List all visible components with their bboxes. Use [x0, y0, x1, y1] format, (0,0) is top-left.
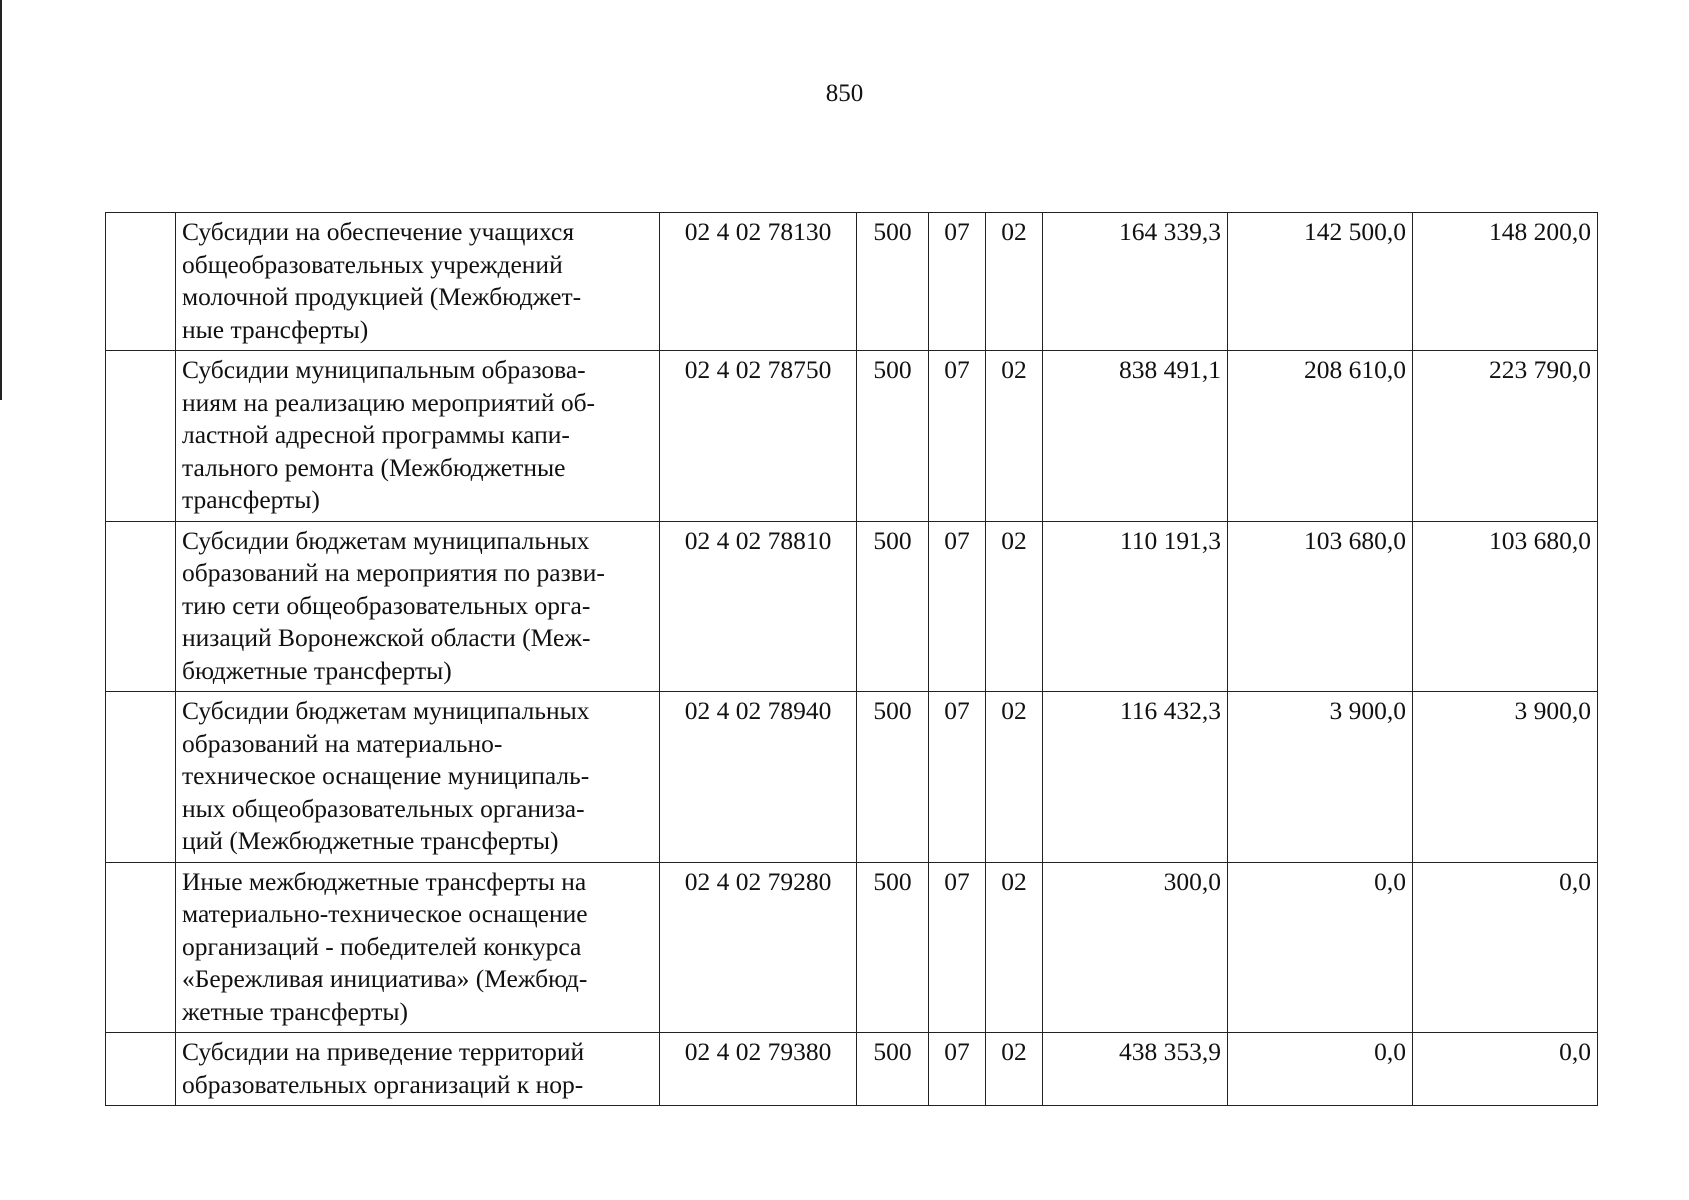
table-row	[106, 213, 1598, 351]
row-code-cell: 02 4 02 78750	[660, 351, 857, 522]
row-name: Субсидии бюджетам муниципальных образований на материально- техническое оснащение муниципаль- ных общеобразовательных организа- ций (Межбюджетные трансферты)	[182, 696, 590, 855]
row-vr-cell: 500	[857, 1033, 929, 1106]
row-name: Субсидии на обеспечение учащихся общеобразовательных учреждений молочной продукцией (Межбюджет- ные трансферты)	[182, 217, 582, 344]
row-vr-cell: 500	[857, 351, 929, 522]
row-sum2-cell: 103 680,0	[1228, 521, 1413, 692]
row-index-cell	[106, 862, 176, 1033]
row-code-cell: 02 4 02 78130	[660, 213, 857, 351]
table-row	[106, 521, 1598, 692]
row-vr-cell: 500	[857, 213, 929, 351]
row-sum2-cell: 0,0	[1228, 1033, 1413, 1106]
row-vr-cell: 500	[857, 862, 929, 1033]
row-sum1-cell: 116 432,3	[1043, 692, 1228, 863]
row-name-cell	[176, 1033, 660, 1106]
row-sum1-cell: 838 491,1	[1043, 351, 1228, 522]
row-pr-cell: 02	[986, 213, 1043, 351]
row-name-cell	[176, 862, 660, 1033]
row-sum3-cell: 103 680,0	[1413, 521, 1598, 692]
row-sum3-cell: 148 200,0	[1413, 213, 1598, 351]
row-code-cell: 02 4 02 79380	[660, 1033, 857, 1106]
row-pr-cell: 02	[986, 521, 1043, 692]
budget-table	[105, 212, 1598, 1106]
row-sum2-cell: 3 900,0	[1228, 692, 1413, 863]
row-vr-cell: 500	[857, 692, 929, 863]
row-name: Субсидии муниципальным образова- ниям на реализацию мероприятий об- ластной адресной программы капи- тального ремонта (Межбюджетные трансферты)	[182, 355, 596, 514]
row-sum2-cell: 208 610,0	[1228, 351, 1413, 522]
row-name: Субсидии на приведение территорий образовательных организаций к нор-	[182, 1037, 585, 1099]
row-sum2-cell: 0,0	[1228, 862, 1413, 1033]
row-vr-cell: 500	[857, 521, 929, 692]
row-pr-cell: 02	[986, 1033, 1043, 1106]
row-name-cell	[176, 351, 660, 522]
row-sum3-cell: 0,0	[1413, 862, 1598, 1033]
table-row	[106, 1033, 1598, 1106]
row-name: Иные межбюджетные трансферты на материально-техническое оснащение организаций - победителей конкурса «Бережливая инициатива» (Межбюд- жетные трансферты)	[182, 866, 588, 1026]
row-sum3-cell: 0,0	[1413, 1033, 1598, 1106]
row-code-cell: 02 4 02 78810	[660, 521, 857, 692]
row-sum3-cell: 223 790,0	[1413, 351, 1598, 522]
row-sum1-cell: 110 191,3	[1043, 521, 1228, 692]
table-row	[106, 862, 1598, 1033]
row-pr-cell: 02	[986, 692, 1043, 863]
table-row	[106, 351, 1598, 522]
table-row	[106, 692, 1598, 863]
row-index-cell	[106, 351, 176, 522]
row-rz-cell: 07	[929, 521, 986, 692]
scan-edge-line	[0, 0, 2, 400]
row-rz-cell: 07	[929, 862, 986, 1033]
page-number: 850	[825, 80, 864, 107]
row-rz-cell: 07	[929, 351, 986, 522]
row-name-cell	[176, 692, 660, 863]
row-rz-cell: 07	[929, 692, 986, 863]
row-sum1-cell: 164 339,3	[1043, 213, 1228, 351]
row-sum2-cell: 142 500,0	[1228, 213, 1413, 351]
row-code-cell: 02 4 02 79280	[660, 862, 857, 1033]
row-index-cell	[106, 213, 176, 351]
row-name: Субсидии бюджетам муниципальных образований на мероприятия по разви- тию сети общеобразовательных орга- низаций Воронежской области (Меж- бюджетные трансферты)	[182, 525, 605, 685]
row-sum3-cell: 3 900,0	[1413, 692, 1598, 863]
row-name-cell	[176, 521, 660, 692]
row-code-cell: 02 4 02 78940	[660, 692, 857, 863]
row-sum1-cell: 300,0	[1043, 862, 1228, 1033]
row-pr-cell: 02	[986, 351, 1043, 522]
row-pr-cell: 02	[986, 862, 1043, 1033]
row-index-cell	[106, 1033, 176, 1106]
row-index-cell	[106, 692, 176, 863]
row-name-cell	[176, 213, 660, 351]
row-rz-cell: 07	[929, 1033, 986, 1106]
row-index-cell	[106, 521, 176, 692]
row-sum1-cell: 438 353,9	[1043, 1033, 1228, 1106]
row-rz-cell: 07	[929, 213, 986, 351]
